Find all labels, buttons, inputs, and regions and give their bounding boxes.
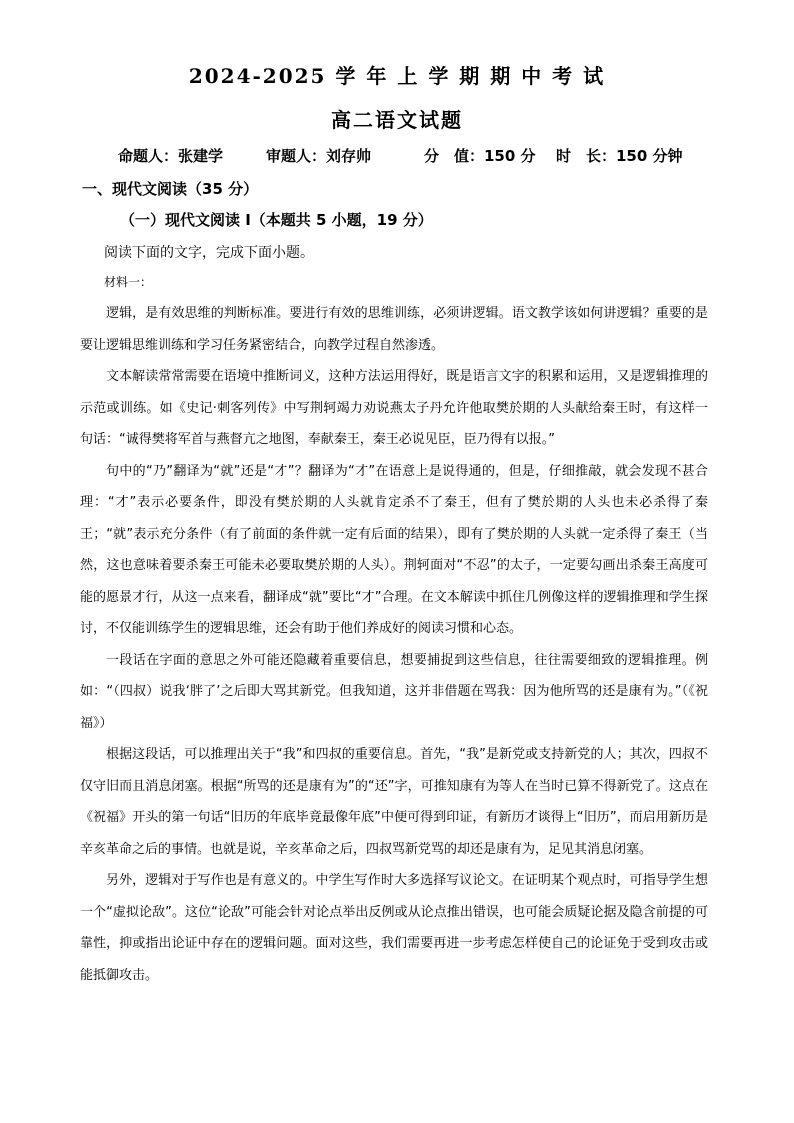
passage-paragraph: 逻辑，是有效思维的判断标准。要进行有效的思维训练，必须讲逻辑。语文教学该如何讲逻辑？重要的是要让逻辑思维训练和学习任务紧密结合，向教学过程自然渗透。 bbox=[80, 306, 708, 353]
exam-subtitle: 高二语文试题 bbox=[331, 108, 463, 132]
passage-paragraph: 句中的“乃”翻译为“就”还是“才”？翻译为“才”在语意上是说得通的，但是，仔细推敲，就会发现不甚合理：“才”表示必要条件，即没有樊於期的人头就肯定杀不了秦王，但有了樊於期的人头也未必杀得了秦王；“就”表示充分条件（有了前面的条件就一定有后面的结果），即有了樊於期的人头就一定杀得了秦王（当然，这也意味着要杀秦王可能未必要取樊於期的人头）。荆轲面对“不忍”的太子，一定要勾画出杀秦王高度可能的愿景才行，从这一点来看，翻译成“就”要比“才”合理。在文本解读中抓住几例像这样的逻辑推理和学生探讨，不仅能训练学生的逻辑思维，还会有助于他们养成好的阅读习惯和心态。 bbox=[80, 463, 708, 636]
section-heading: 一、现代文阅读（35 分） bbox=[82, 180, 259, 198]
exam-title: 2024-2025 学 年 上 学 期 期 中 考 试 bbox=[188, 64, 606, 88]
subsection-heading: （一）现代文阅读 I（本题共 5 小题，19 分） bbox=[120, 211, 433, 229]
reviewer-info: 审题人：刘存帅 bbox=[266, 147, 372, 165]
passage-paragraph: 另外，逻辑对于写作也是有意义的。中学生写作时大多选择写议论文。在证明某个观点时，可指导学生想一个“虚拟论敌”。这位“论敌”可能会针对论点举出反例或从论点推出错误，也可能会质疑论据及隐含前提的可靠性，抑或指出论证中存在的逻辑问题。面对这些，我们需要再进一步考虑怎样使自己的论证免于受到攻击或能抵御攻击。 bbox=[80, 873, 708, 983]
passage-paragraph: 文本解读常常需要在语境中推断词义，这种方法运用得好，既是语言文字的积累和运用，又是逻辑推理的示范或训练。如《史记·刺客列传》中写荆轲竭力劝说燕太子丹允许他取樊於期的人头献给秦王时，有这样一句话：“诚得樊将军首与燕督亢之地图，奉献秦王，秦王必说见臣，臣乃得有以报。” bbox=[80, 369, 708, 447]
reading-instruction: 阅读下面的文字，完成下面小题。 bbox=[104, 245, 314, 261]
score-info: 分 值：150 分 bbox=[424, 147, 536, 165]
duration-info: 时 长：150 分钟 bbox=[556, 147, 683, 165]
passage-paragraph: 一段话在字面的意思之外可能还隐藏着重要信息，想要捕捉到这些信息，往往需要细致的逻辑推理。例如：“（四叔）说我‘胖了’之后即大骂其新党。但我知道，这并非借题在骂我：因为他所骂的还是康有为。”（《祝福》） bbox=[80, 652, 708, 731]
setter-info: 命题人：张建学 bbox=[118, 147, 224, 165]
material-label: 材料一： bbox=[104, 275, 153, 289]
passage-paragraph: 根据这段话，可以推理出关于“我”和四叔的重要信息。首先，“我”是新党或支持新党的人；其次，四叔不仅守旧而且消息闭塞。根据“所骂的还是康有为”的“还”字，可推知康有为等人在当时已算不得新党了。这点在《祝福》开头的第一句话“旧历的年底毕竟最像年底”中便可得到印证，有新历才谈得上“旧历”，而启用新历是辛亥革命之后的事情。也就是说，辛亥革命之后，四叔骂新党骂的却还是康有为，足见其消息闭塞。 bbox=[80, 747, 708, 857]
passage-body bbox=[80, 298, 708, 991]
exam-meta bbox=[118, 145, 738, 169]
